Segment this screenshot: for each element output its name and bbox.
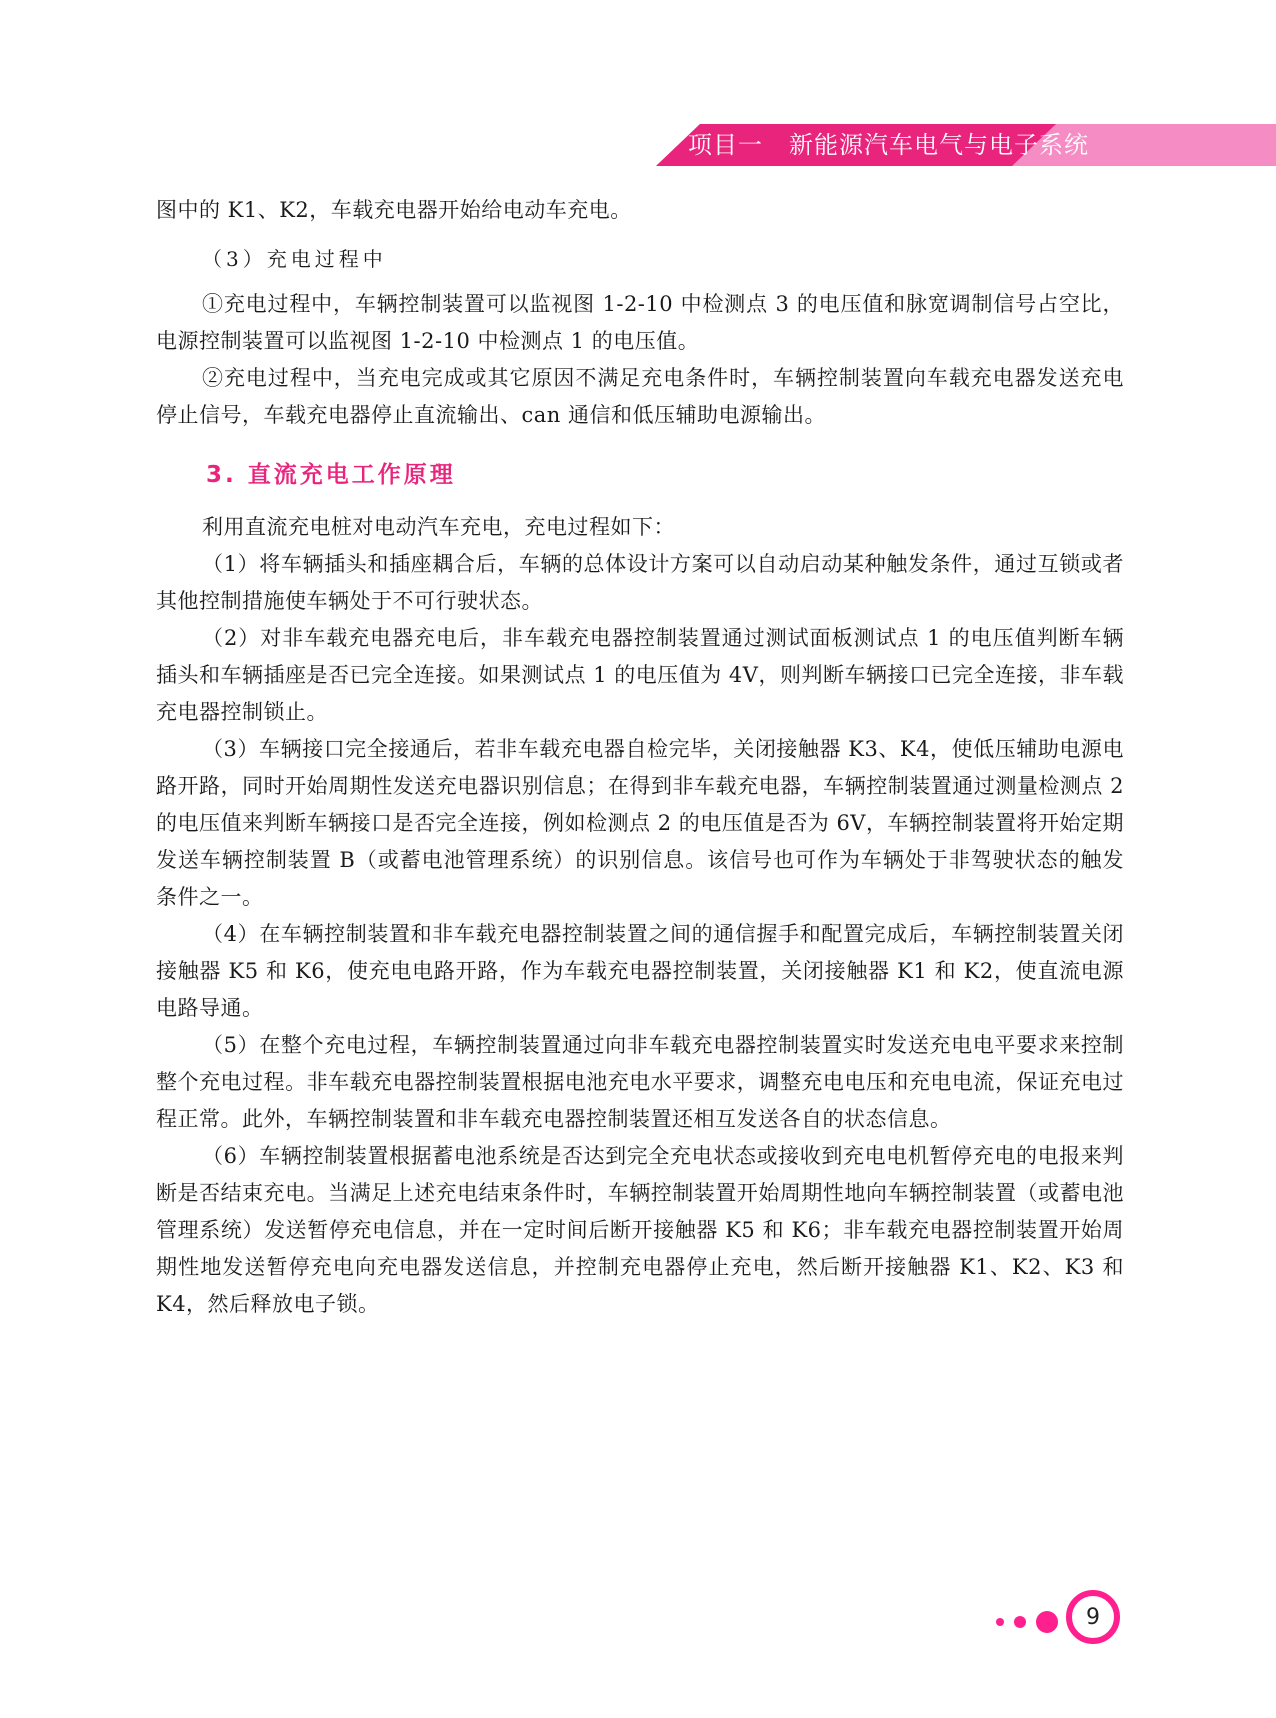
dc-step-5: （5）在整个充电过程，车辆控制装置通过向非车载充电器控制装置实时发送充电电平要求来控制整个充电过程。非车载充电器控制装置根据电池充电水平要求，调整充电电压和充电电流，保证充电过程正常。此外，车辆控制装置和非车载充电器控制装置还相互发送各自的状态信息。 <box>156 1033 1124 1131</box>
page-number: 9 <box>1086 1604 1100 1630</box>
chapter-title: 新能源汽车电气与电子系统 <box>789 131 1089 159</box>
dc-step-6: （6）车辆控制装置根据蓄电池系统是否达到完全充电状态或接收到充电电机暂停充电的电报来判断是否结束充电。当满足上述充电结束条件时，车辆控制装置开始周期性地向车辆控制装置（或蓄电池管理系统）发送暂停充电信息，并在一定时间后断开接触器 K5 和 K6；非车载充电器控制装置开始周期性地发送暂停充电向充电器发送信息，并控制充电器停止充电，然后断开接触器 K1、K2、K3 和 K4，然后释放电子锁。 <box>156 1144 1124 1316</box>
project-label: 项目一 <box>688 131 763 159</box>
dc-intro-paragraph: 利用直流充电桩对电动汽车充电，充电过程如下： <box>202 515 675 539</box>
decor-dot-medium <box>1014 1616 1026 1628</box>
chapter-header-banner <box>656 124 1276 166</box>
paragraph-during-charging-1: ①充电过程中，车辆控制装置可以监视图 1-2-10 中检测点 3 的电压值和脉宽调制信号占空比，电源控制装置可以监视图 1-2-10 中检测点 1 的电压值。 <box>156 292 1124 353</box>
dc-step-4: （4）在车辆控制装置和非车载充电器控制装置之间的通信握手和配置完成后，车辆控制装置关闭接触器 K5 和 K6，使充电电路开路，作为车载充电器控制装置，关闭接触器 K1 和 K2，使直流电源电路导通。 <box>156 922 1124 1020</box>
header-text <box>688 128 1089 162</box>
paragraph-during-charging-2: ②充电过程中，当充电完成或其它原因不满足充电条件时，车辆控制装置向车载充电器发送充电停止信号，车载充电器停止直流输出、can 通信和低压辅助电源输出。 <box>156 366 1124 427</box>
decor-dot-small <box>996 1618 1004 1626</box>
section-title: 3. 直流充电工作原理 <box>206 462 456 488</box>
sub-heading-charging-process: （3）充电过程中 <box>202 247 387 271</box>
decor-dot-large <box>1036 1611 1058 1633</box>
dc-step-2: （2）对非车载充电器充电后，非车载充电器控制装置通过测试面板测试点 1 的电压值判断车辆插头和车辆插座是否已完全连接。如果测试点 1 的电压值为 4V，则判断车辆接口已完全连接，非车载充电器控制锁止。 <box>156 626 1124 724</box>
page-content <box>156 192 1124 1323</box>
dc-step-1: （1）将车辆插头和插座耦合后，车辆的总体设计方案可以自动启动某种触发条件，通过互锁或者其他控制措施使车辆处于不可行驶状态。 <box>156 552 1124 613</box>
dc-step-3: （3）车辆接口完全接通后，若非车载充电器自检完毕，关闭接触器 K3、K4，使低压辅助电源电路开路，同时开始周期性发送充电器识别信息；在得到非车载充电器，车辆控制装置通过测量检测点 2 的电压值来判断车辆接口是否完全连接，例如检测点 2 的电压值是否为 6V，车辆控制装置将开始定期发送车辆控制装置 B（或蓄电池管理系统）的识别信息。该信号也可作为车辆处于非驾驶状态的触发条件之一。 <box>156 737 1124 909</box>
page-number-circle <box>1066 1590 1120 1644</box>
continuation-paragraph: 图中的 K1、K2，车载充电器开始给电动车充电。 <box>156 198 632 222</box>
page-number-badge <box>990 1586 1130 1656</box>
